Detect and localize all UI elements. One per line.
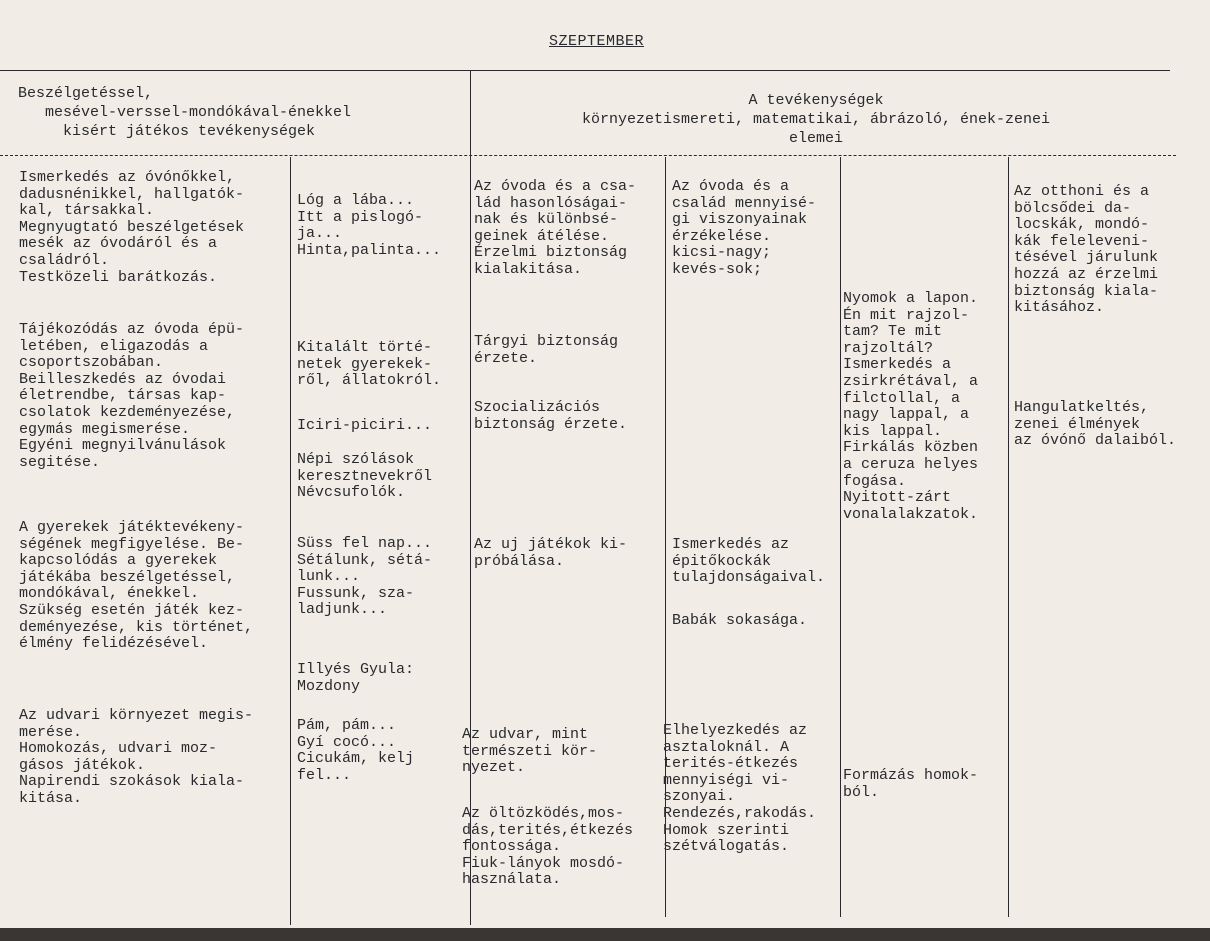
drawing-block: Nyomok a lapon. Én mit rajzol- tam? Te mit rajzoltál? Ismerkedés a zsirkrétával, a filctollal, a nagy lappal, a kis lappal. Firkálás közben a ceruza helyes fogása. Nyitott-zárt vonalalakzatok. <box>843 290 979 523</box>
math-block: Az óvoda és a család mennyisé- gi viszonyainak érzékelése. kicsi-nagy; kevés-sok; <box>672 178 817 278</box>
header-right: A tevékenységek környezetismereti, matematikai, ábrázoló, ének-zenei elemei <box>581 92 1051 147</box>
rhymes-block: Népi szólások keresztnevekről Névcsufolók. <box>297 451 433 502</box>
environment-block: Tárgyi biztonság érzete. <box>474 333 619 367</box>
activities-block: A gyerekek játéktevékeny- ségének megfigyelése. Be- kapcsolódás a gyerekek játékába beszélgetéssel, mondókával, énekkel. Szükség esetén játék kez- deményezése, kis történet, élmény felidézésével. <box>19 519 254 653</box>
page-title: SZEPTEMBER <box>549 33 645 50</box>
rhymes-block: Süss fel nap... Sétálunk, sétá- lunk... Fussunk, sza- ladjunk... <box>297 535 433 619</box>
header-bottom-rule <box>0 155 1176 156</box>
environment-block: Az óvoda és a csa- lád hasonlóságai- nak és különbsé- geinek átélése. Érzelmi biztonság kialakitása. <box>474 178 637 278</box>
activities-block: Az udvari környezet megis- merése. Homokozás, udvari moz- gásos játékok. Napirendi szokások kiala- kitása. <box>19 707 254 807</box>
activities-block: Ismerkedés az óvónőkkel, dadusnénikkel, hallgatók- kal, társakkal. Megnyugtató beszélgetések mesék az óvodáról és a családról. Testközeli barátkozás. <box>19 169 245 286</box>
environment-block: Az uj játékok ki- próbálása. <box>474 536 628 570</box>
music-block: Hangulatkeltés, zenei élmények az óvónő dalaiból. <box>1014 399 1177 450</box>
activities-block: Tájékozódás az óvoda épü- letében, eligazodás a csoportszobában. Beilleszkedés az óvodai életrendbe, társas kap- csolatok kezdeményezése, egymás megismerése. Egyéni megnyilvánulások segitése. <box>19 321 245 471</box>
rhymes-block: Illyés Gyula: Mozdony <box>297 661 415 695</box>
column-divider-main <box>470 70 471 925</box>
column-divider-rhymes <box>290 157 291 925</box>
rhymes-block: Lóg a lába... Itt a pislogó- ja... Hinta,palinta... <box>297 192 442 259</box>
scan-edge-shadow <box>0 928 1210 941</box>
rhymes-block: Iciri-piciri... <box>297 417 433 434</box>
column-divider-math <box>840 157 841 917</box>
environment-block: Szocializációs biztonság érzete. <box>474 399 628 433</box>
header-left: Beszélgetéssel, mesével-verssel-mondókával-énekkel kisért játékos tevékenységek <box>18 85 352 140</box>
environment-block: Az öltözködés,mos- dás,terités,étkezés fontossága. Fiuk-lányok mosdó- használata. <box>462 805 634 889</box>
environment-block: Az udvar, mint természeti kör- nyezet. <box>462 726 598 777</box>
math-block: Ismerkedés az épitőkockák tulajdonságaival. <box>672 536 826 587</box>
math-block: Babák sokasága. <box>672 612 808 629</box>
table-top-rule <box>0 70 1170 71</box>
column-divider-music <box>1008 157 1009 917</box>
rhymes-block: Pám, pám... Gyí cocó... Cicukám, kelj fel... <box>297 717 415 784</box>
drawing-block: Formázás homok- ból. <box>843 767 979 801</box>
music-block: Az otthoni és a bölcsődei da- locskák, mondó- kák feleleveni- tésével járulunk hozzá az érzelmi biztonság kiala- kitásához. <box>1014 183 1159 317</box>
rhymes-block: Kitalált törté- netek gyerekek- ről, állatokról. <box>297 339 442 390</box>
math-block: Elhelyezkedés az asztaloknál. A terités-étkezés mennyiségi vi- szonyai. Rendezés,rakodás. Homok szerinti szétválogatás. <box>663 722 817 856</box>
